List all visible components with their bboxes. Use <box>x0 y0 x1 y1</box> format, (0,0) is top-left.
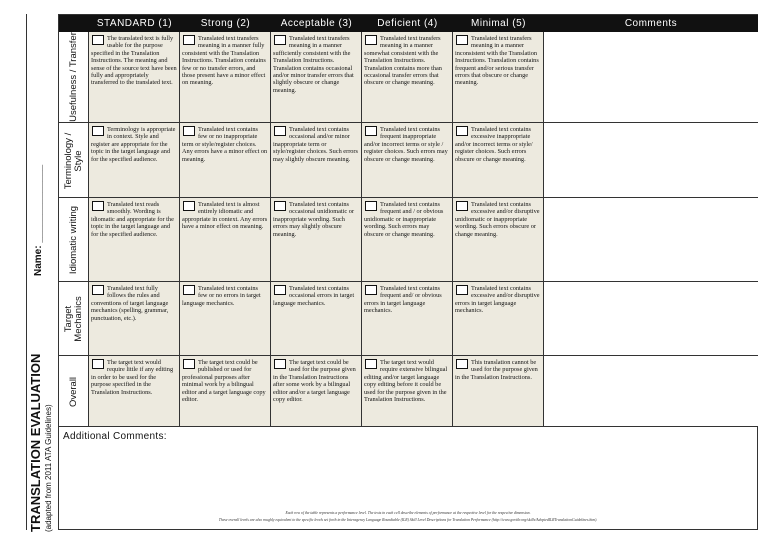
checkbox-icon[interactable] <box>92 126 104 136</box>
additional-comments-area[interactable] <box>59 427 757 529</box>
rubric-cell[interactable]: Translated text contains frequent and/ or obvious errors in target language mechanics. <box>362 282 453 356</box>
header-comments: Comments <box>544 15 758 32</box>
checkbox-icon[interactable] <box>92 35 104 45</box>
row-label-terminology: Terminology / Style <box>59 123 89 198</box>
rubric-cell[interactable]: The translated text is fully usable for the purpose specified in the Translation Instructions. The meaning and sense of the source text have been fully and appropriately transferred to the translated text. <box>89 32 180 123</box>
additional-comments-label: Additional Comments: <box>63 431 167 442</box>
checkbox-icon[interactable] <box>183 285 195 295</box>
comments-cell[interactable] <box>544 356 758 427</box>
row-label-mechanics: Target Mechanics <box>59 282 89 356</box>
form-title: TRANSLATION EVALUATION <box>28 353 43 532</box>
rubric-cell[interactable]: Translated text contains frequent and / or obvious unidiomatic or inappropriate wording. Such errors may obscure or change meaning. <box>362 198 453 282</box>
row-label-idiomatic: Idiomatic writing <box>59 198 89 282</box>
checkbox-icon[interactable] <box>456 126 468 136</box>
checkbox-icon[interactable] <box>183 126 195 136</box>
rubric-cell[interactable]: Translated text contains excessive and/or disruptive unidiomatic or inappropriate wording. Such errors obscure or change meaning. <box>453 198 544 282</box>
rubric-cell[interactable]: Translated text contains frequent inappropriate and/or incorrect terms or style / register choices. Such errors may obscure or change meaning. <box>362 123 453 198</box>
checkbox-icon[interactable] <box>274 359 286 369</box>
rubric-cell[interactable]: The target text would require little if any editing in order to be used for the purpose specified in the Translation Instructions. <box>89 356 180 427</box>
checkbox-icon[interactable] <box>183 201 195 211</box>
checkbox-icon[interactable] <box>183 35 195 45</box>
rubric-cell[interactable]: Translated text is almost entirely idiomatic and appropriate in context. Any errors have a minor effect on meaning. <box>180 198 271 282</box>
form-subtitle: (adapted from 2011 ATA Guidelines) <box>44 404 53 532</box>
checkbox-icon[interactable] <box>274 285 286 295</box>
rubric-cell[interactable]: The target text would require extensive bilingual editing and/or target language copy editing before it could be used for the purpose given in the Translation Instructions. <box>362 356 453 427</box>
rubric-cell[interactable]: Translated text transfers meaning in a manner fully consistent with the Translation Instructions. Translation contains few or no transfer errors, and those present have a minor effect on meaning. <box>180 32 271 123</box>
checkbox-icon[interactable] <box>456 201 468 211</box>
header-deficient: Deficient (4) <box>362 15 453 32</box>
rubric-cell[interactable]: The target text could be used for the purpose given in the Translation Instructions after some work by a bilingual editor and/or a target language copy editor. <box>271 356 362 427</box>
checkbox-icon[interactable] <box>456 359 468 369</box>
checkbox-icon[interactable] <box>365 285 377 295</box>
checkbox-icon[interactable] <box>365 126 377 136</box>
rubric-cell[interactable]: Translated text contains occasional errors in target language mechanics. <box>271 282 362 356</box>
rubric-cell[interactable]: Translated text contains few or no errors in target language mechanics. <box>180 282 271 356</box>
rubric-cell[interactable]: Translated text contains occasional unidiomatic or inappropriate wording. Such errors may slightly obscure meaning. <box>271 198 362 282</box>
rubric-cell[interactable]: Translated text transfers meaning in a manner somewhat consistent with the Translation Instructions. Translation contains more than occasional transfer errors that obscure or change meaning. <box>362 32 453 123</box>
rubric-cell[interactable]: The target text could be published or used for professional purposes after minimal work by a bilingual editor and a target language copy editor. <box>180 356 271 427</box>
row-label-usefulness: Usefulness / Transfer <box>59 32 89 123</box>
checkbox-icon[interactable] <box>365 201 377 211</box>
evaluation-table <box>58 14 758 530</box>
checkbox-icon[interactable] <box>274 126 286 136</box>
header-minimal: Minimal (5) <box>453 15 544 32</box>
rubric-cell[interactable]: Translated text contains excessive and/or disruptive errors in target language mechanics. <box>453 282 544 356</box>
comments-cell[interactable] <box>544 123 758 198</box>
checkbox-icon[interactable] <box>274 201 286 211</box>
rubric-cell[interactable]: Terminology is appropriate in context. Style and register are appropriate for the topic in the target language and for the specified audience. <box>89 123 180 198</box>
rubric-cell[interactable]: Translated text transfers meaning in a manner sufficiently consistent with the Translation Instructions. Translation contains occasional and/or minor transfer errors that slightly obscure or change meaning. <box>271 32 362 123</box>
header-corner <box>59 15 89 32</box>
checkbox-icon[interactable] <box>456 35 468 45</box>
footnote-2: These overall levels are also roughly equivalent to the specific levels set forth in the Interagency Language Roundtable (ILR) Skill Level Descriptions for Translation Performance (http://www.govtilr.org/skills/AdoptedILRTranslationGuidelines.htm). <box>218 518 598 522</box>
checkbox-icon[interactable] <box>92 359 104 369</box>
sidebar <box>26 14 60 530</box>
comments-cell[interactable] <box>544 198 758 282</box>
comments-cell[interactable] <box>544 32 758 123</box>
rubric-cell[interactable]: Translated text contains occasional and/or minor inappropriate term or style/register choices. Such errors may slightly obscure meaning. <box>271 123 362 198</box>
rubric-cell[interactable]: Translated text reads smoothly. Wording is idiomatic and appropriate for the topic in the target language and for the specified audience. <box>89 198 180 282</box>
checkbox-icon[interactable] <box>456 285 468 295</box>
row-label-overall: Overall <box>59 356 89 427</box>
header-standard: STANDARD (1) <box>89 15 180 32</box>
comments-cell[interactable] <box>544 282 758 356</box>
footnote-1: Each row of the table represents a performance level. The texts in each cell describe elements of performance at the respective level for the respective dimension. <box>285 511 531 515</box>
rubric-cell[interactable]: Translated text contains excessive inappropriate and/or incorrect terms or style/ register choices. Such errors obscure or change meaning. <box>453 123 544 198</box>
rubric-cell[interactable]: Translated text contains few or no inappropriate term or style/register choices. Any errors have a minor effect on meaning. <box>180 123 271 198</box>
rubric-cell[interactable]: Translated text transfers meaning in a manner inconsistent with the Translation Instructions. Translation contains frequent and/or serious transfer errors that obscure or change meaning. <box>453 32 544 123</box>
name-label: Name: ______________ <box>33 164 44 276</box>
checkbox-icon[interactable] <box>183 359 195 369</box>
rubric-cell[interactable]: This translation cannot be used for the purpose given in the Translation Instructions. <box>453 356 544 427</box>
checkbox-icon[interactable] <box>274 35 286 45</box>
header-acceptable: Acceptable (3) <box>271 15 362 32</box>
checkbox-icon[interactable] <box>365 359 377 369</box>
rubric-cell[interactable]: Translated text fully follows the rules and conventions of target language mechanics (spelling, grammar, punctuation, etc.). <box>89 282 180 356</box>
checkbox-icon[interactable] <box>365 35 377 45</box>
checkbox-icon[interactable] <box>92 201 104 211</box>
header-strong: Strong (2) <box>180 15 271 32</box>
checkbox-icon[interactable] <box>92 285 104 295</box>
